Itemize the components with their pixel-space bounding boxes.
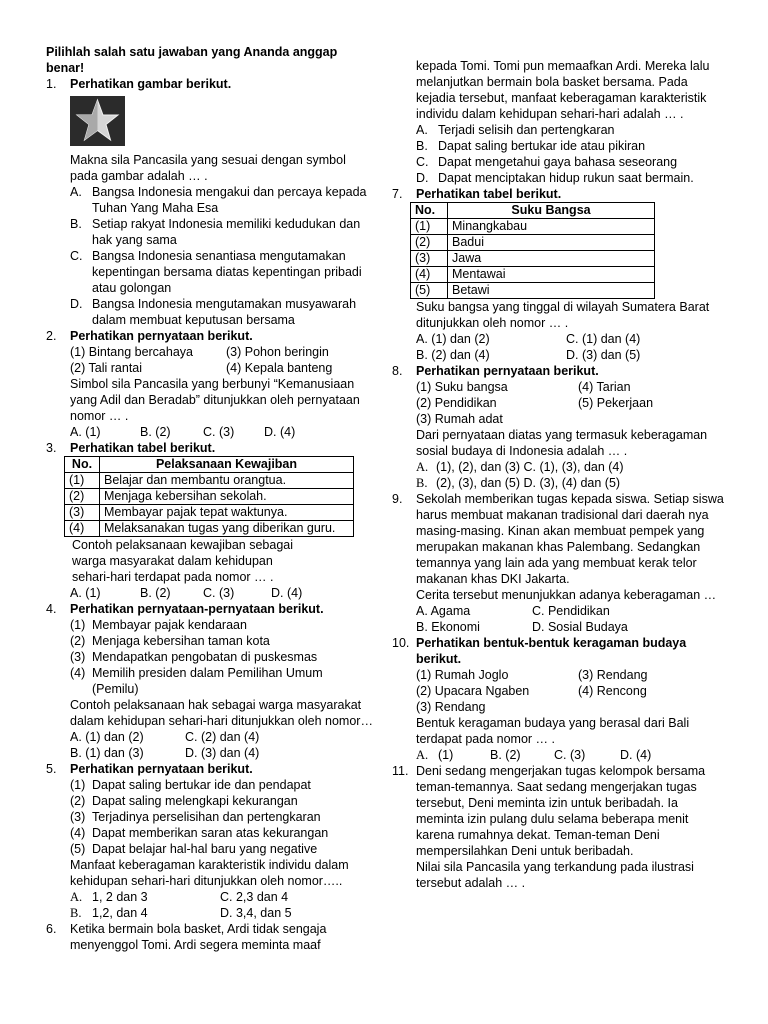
table-row: (3) Membayar pajak tepat waktunya. [65,505,354,521]
question-number: 7. [392,187,403,201]
statement-4: (4) Tarian [578,380,631,394]
option-c[interactable]: C. (1) dan (4) [566,332,641,346]
question-title: Perhatikan pernyataan berikut. [416,364,599,378]
statement-4: (4) Dapat memberikan saran atas kekurangan [70,826,329,840]
question-11 [392,763,727,891]
option-d[interactable]: D. Bangsa Indonesia mengutamakan musyawarah dalam membuat keputusan bersama [70,297,357,327]
table-row: (1) Minangkabau [411,219,655,235]
question-3 [46,440,376,601]
option-a[interactable]: A. Bangsa Indonesia mengakui dan percaya kepada Tuhan Yang Maha Esa [70,185,367,215]
left-column [46,44,376,953]
instruction: Pilihlah salah satu jawaban yang Ananda anggap benar! [46,45,338,75]
table-row: (4) Mentawai [411,267,655,283]
table-row: (3) Jawa [411,251,655,267]
option-d[interactable]: D. Sosial Budaya [532,620,628,634]
statement-1: (1) Dapat saling bertukar ide dan pendapat [70,778,311,792]
tribe-table: No. Suku Bangsa (1) Minangkabau (2) Badui (3) Jawa (4) Mentawai (5) Betawi [410,202,655,299]
statement-1: (1) Membayar pajak kendaraan [70,618,247,632]
question-title: Perhatikan pernyataan berikut. [70,329,253,343]
statement-4: (4) Kepala banteng [226,361,333,375]
option-c[interactable]: C. (3) [203,586,235,600]
right-column [392,58,727,891]
option-c[interactable]: C. Pendidikan [532,604,610,618]
statement-5: (5) Dapat belajar hal-hal baru yang negative [70,842,318,856]
question-6-continued [392,58,727,186]
question-stem: Suku bangsa yang tinggal di wilayah Sumatera Barat ditunjukkan oleh nomor … . [416,300,710,330]
option-b[interactable]: B. (2) [140,586,171,600]
question-prompt: Nilai sila Pancasila yang terkandung pada ilustrasi tersebut adalah … . [416,860,694,890]
option-row-1[interactable]: A. (1), (2), dan (3) C. (1), (3), dan (4) [416,460,624,474]
option-b[interactable]: B. Setiap rakyat Indonesia memiliki kedudukan dan hak yang sama [70,217,361,247]
question-number: 2. [46,329,57,343]
statement-3: (3) Rumah adat [416,412,503,426]
question-title: Perhatikan gambar berikut. [70,77,232,91]
question-number: 8. [392,364,403,378]
question-stem: Dari pernyataan diatas yang termasuk keberagaman sosial budaya di Indonesia adalah … . [416,428,708,458]
question-stem: Sekolah memberikan tugas kepada siswa. Setiap siswa harus membuat makanan tradisional dari daerah nya masing-masing. Kinan akan membuat pempek yang merupakan makanan khas Palembang. Sedangkan temannya yang lain ada yang membuat kerak telor makanan khas DKI Jakarta. [416,492,724,586]
question-stem-part1: Ketika bermain bola basket, Ardi tidak sengaja menyenggol Tomi. Ardi segera meminta maaf [70,922,327,952]
option-d[interactable]: D. Dapat menciptakan hidup rukun saat bermain. [416,171,694,185]
question-9 [392,491,727,635]
question-stem: Bentuk keragaman budaya yang berasal dari Bali terdapat pada nomor … . [416,716,690,746]
question-number: 5. [46,762,57,776]
option-a[interactable]: A. (1) [70,425,101,439]
statement-3: (3) Mendapatkan pengobatan di puskesmas [70,650,318,664]
question-stem-part2: kepada Tomi. Tomi pun memaafkan Ardi. Mereka lalu melanjutkan bermain bola basket bersama. Pada kejadia tersebut, manfaat keberagaman karakteristik individu dalam kehidupan sehari-hari adalah … . [416,59,710,121]
option-b[interactable]: B. (2) [140,425,171,439]
option-c[interactable]: C. Bangsa Indonesia senantiasa mengutamakan kepentingan bersama diatas kepentingan pribadi atau golongan [70,249,362,295]
question-7 [392,186,727,363]
question-title: Perhatikan pernyataan-pernyataan berikut. [70,602,324,616]
obligation-table: No. Pelaksanaan Kewajiban (1) Belajar dan membantu orangtua. (2) Menjaga kebersihan sekolah. (3) Membayar pajak tepat waktunya. (4) Melaksanakan tugas yang diberikan guru. [64,456,354,537]
question-4 [46,601,376,761]
option-a[interactable]: A. (1) dan (2) [70,730,144,744]
statement-1: (1) Bintang bercahaya [70,345,193,359]
table-row: (2) Badui [411,235,655,251]
option-b[interactable]: B. (2) dan (4) [416,348,490,362]
statement-5: (5) Pekerjaan [578,396,654,410]
statement-3: (3) Terjadinya perselisihan dan pertengkaran [70,810,321,824]
question-stem: Contoh pelaksanaan kewajiban sebagai warga masyarakat dalam kehidupan sehari-hari terdapat pada nomor … . [72,538,293,584]
question-stem: Makna sila Pancasila yang sesuai dengan symbol pada gambar adalah … . [70,153,346,183]
question-stem: Simbol sila Pancasila yang berbunyi “Kemanusiaan yang Adil dan Beradab” ditunjukkan oleh pernyataan nomor … . [70,377,360,423]
question-10 [392,635,727,763]
question-2 [46,328,376,440]
question-number: 10. [392,636,410,650]
option-b[interactable]: B. Ekonomi [416,620,480,634]
option-row[interactable]: A. (1) B. (2) C. (3) D. (4) [416,748,652,762]
statement-3: (3) Rendang [578,668,648,682]
question-number: 3. [46,441,57,455]
question-number: 6. [46,922,57,936]
option-a[interactable]: A. (1) [70,586,101,600]
question-stem: Deni sedang mengerjakan tugas kelompok bersama teman-temannya. Saat sedang mengerjakan tugas tersebut, Deni meminta izin untuk beribadah. Ia meminta izin pulang dulu selama beberapa menit karena rumahnya dekat. Teman-teman Deni mempersilahkan Deni untuk beribadah. [416,764,706,858]
option-c[interactable]: C. (3) [203,425,235,439]
statement-4: (4) Memilih presiden dalam Pemilihan Umum (Pemilu) [70,666,323,696]
statement-2: (2) Pendidikan [416,396,497,410]
option-row-1[interactable]: A. 1, 2 dan 3 C. 2,3 dan 4 [70,890,289,904]
question-6 [46,921,376,953]
option-a[interactable]: A. Agama [416,604,471,618]
question-prompt: Cerita tersebut menunjukkan adanya keberagaman … [416,588,717,602]
question-stem: Manfaat keberagaman karakteristik individu dalam kehidupan sehari-hari ditunjukkan oleh nomor….. [70,858,349,888]
question-stem: Contoh pelaksanaan hak sebagai warga masyarakat dalam kehidupan sehari-hari ditunjukkan oleh nomor… [70,698,373,728]
statement-2: (2) Dapat saling melengkapi kekurangan [70,794,298,808]
statement-2: (2) Menjaga kebersihan taman kota [70,634,270,648]
statement-3b: (3) Rendang [416,700,486,714]
question-number: 4. [46,602,57,616]
statement-3: (3) Pohon beringin [226,345,329,359]
statement-2: (2) Upacara Ngaben [416,684,530,698]
option-b[interactable]: B. Dapat saling bertukar ide atau pikiran [416,139,646,153]
statement-1: (1) Rumah Joglo [416,668,509,682]
option-row-2[interactable]: B. (2), (3), dan (5) D. (3), (4) dan (5) [416,476,621,490]
option-d[interactable]: D. (4) [271,586,303,600]
question-8 [392,363,727,491]
statement-2: (2) Tali rantai [70,361,143,375]
question-number: 1. [46,77,57,91]
table-row: (2) Menjaga kebersihan sekolah. [65,489,354,505]
statement-1: (1) Suku bangsa [416,380,508,394]
question-5 [46,761,376,921]
option-a[interactable]: A. Terjadi selisih dan pertengkaran [416,123,615,137]
question-title: Perhatikan tabel berikut. [70,441,216,455]
question-1 [46,76,376,328]
table-row: (5) Betawi [411,283,655,299]
statement-4: (4) Rencong [578,684,647,698]
table-row: (1) Belajar dan membantu orangtua. [65,473,354,489]
option-d[interactable]: D. (3) dan (4) [185,746,260,760]
option-a[interactable]: A. (1) dan (2) [416,332,490,346]
question-number: 11. [392,764,409,778]
question-title: Perhatikan pernyataan berikut. [70,762,253,776]
question-number: 9. [392,492,403,506]
option-c[interactable]: C. Dapat mengetahui gaya bahasa seseorang [416,155,678,169]
question-title: Perhatikan bentuk-bentuk keragaman budaya berikut. [416,636,687,666]
option-d[interactable]: D. (3) dan (5) [566,348,641,362]
option-row-2[interactable]: B. 1,2, dan 4 D. 3,4, dan 5 [70,906,292,920]
star-icon [70,96,125,146]
option-b[interactable]: B. (1) dan (3) [70,746,144,760]
option-d[interactable]: D. (4) [264,425,296,439]
option-c[interactable]: C. (2) dan (4) [185,730,260,744]
question-title: Perhatikan tabel berikut. [416,187,562,201]
table-row: (4) Melaksanakan tugas yang diberikan guru. [65,521,354,537]
